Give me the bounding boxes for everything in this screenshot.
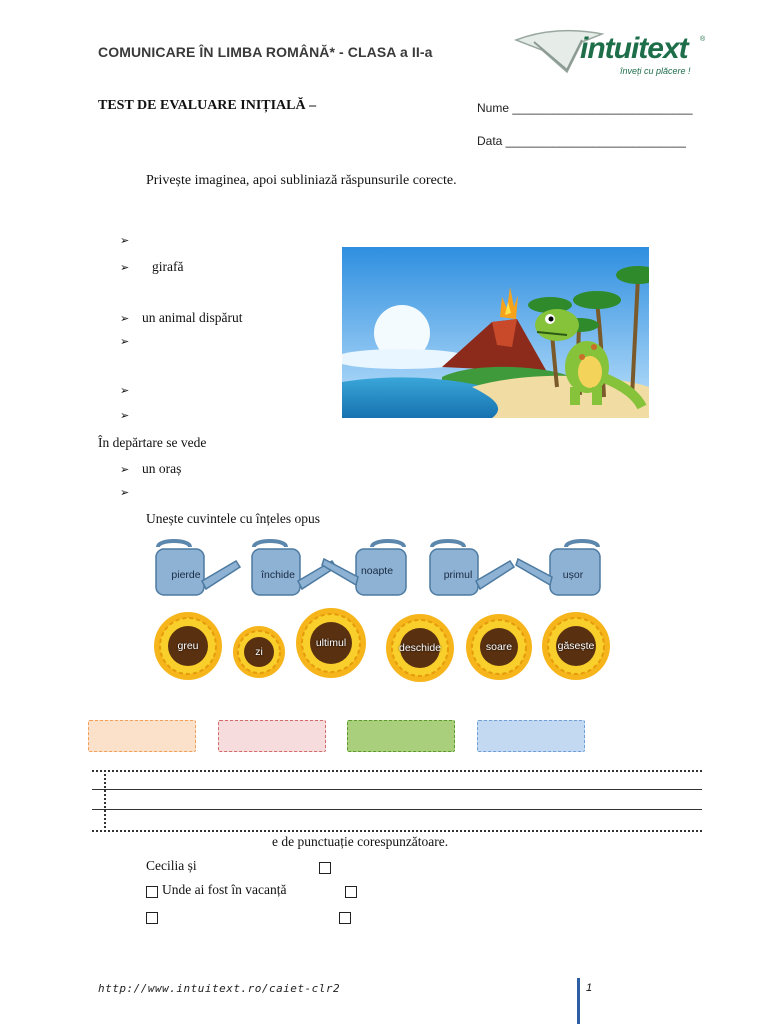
sunflower-card[interactable] <box>464 612 534 682</box>
date-field[interactable]: Data ___________________________ <box>477 134 686 148</box>
sunflower-card[interactable] <box>294 606 368 680</box>
punctuation-checkbox[interactable] <box>339 912 351 924</box>
sentence-text: Cecilia și <box>146 858 197 873</box>
punctuation-checkbox[interactable] <box>319 862 331 874</box>
watering-can-card[interactable] <box>320 537 412 605</box>
logo-registered: ® <box>700 36 706 43</box>
test-title: TEST DE EVALUARE INIȚIALĂ – <box>98 98 317 113</box>
arrow-bullet-icon: ➢ <box>120 385 130 397</box>
sunflower-word: zi <box>255 646 263 658</box>
sunflower-word: soare <box>485 641 513 653</box>
sunflower-word: greu <box>177 640 199 652</box>
logo-tagline: înveți cu plăcere ! <box>620 66 691 76</box>
bullet-item[interactable] <box>120 259 183 275</box>
watering-can-card[interactable] <box>424 537 516 605</box>
can-word: pierde <box>171 569 201 581</box>
can-word: noapte <box>360 565 394 577</box>
writing-lines[interactable] <box>92 768 702 834</box>
arrow-bullet-icon: ➢ <box>120 463 130 476</box>
arrow-bullet-icon: ➢ <box>120 312 130 325</box>
name-field[interactable]: Nume ___________________________ <box>477 101 693 115</box>
sunflower-word: găsește <box>557 640 595 652</box>
bullet-item[interactable] <box>120 409 142 422</box>
watering-can-card[interactable] <box>514 537 606 605</box>
sunflower-card[interactable] <box>384 612 456 684</box>
can-word: închide <box>261 569 295 581</box>
sunflower-card[interactable] <box>540 610 612 682</box>
exercise1-instruction: Privește imaginea, apoi subliniază răspunsurile corecte. <box>146 173 457 188</box>
sunflower-card[interactable] <box>231 624 287 680</box>
orange-label-box[interactable] <box>88 720 196 752</box>
sunflower-card[interactable] <box>152 610 224 682</box>
bullet-item[interactable] <box>120 335 142 348</box>
sentence-text: Unde ai fost în vacanță <box>162 882 287 897</box>
subject-title: COMUNICARE ÎN LIMBA ROMÂNĂ* - CLASA a II-a <box>98 44 433 60</box>
intuitext-logo <box>512 22 712 84</box>
footer-url[interactable]: http://www.intuitext.ro/caiet-clr2 <box>98 982 341 995</box>
green-label-box[interactable] <box>347 720 455 752</box>
arrow-bullet-icon: ➢ <box>120 487 130 499</box>
footer-divider <box>577 978 580 1024</box>
bullet-item[interactable] <box>120 486 142 499</box>
bullet-item[interactable] <box>120 384 142 397</box>
punctuation-checkbox[interactable] <box>345 886 357 898</box>
sunflower-word: deschide <box>398 642 442 654</box>
volcano-dinosaur-illustration <box>342 247 649 418</box>
watering-can-card[interactable] <box>150 537 242 605</box>
punctuation-checkbox[interactable] <box>146 912 158 924</box>
bullet-text: girafă <box>152 259 184 274</box>
arrow-bullet-icon: ➢ <box>120 235 130 247</box>
sentence-line <box>146 858 197 874</box>
sunflower-word: ultimul <box>315 637 347 649</box>
bullet-item[interactable] <box>120 310 242 326</box>
logo-wordmark: intuitext <box>580 32 688 65</box>
exercise2-instruction: Unește cuvintele cu înțeles opus <box>146 511 320 526</box>
can-word: ușor <box>562 569 584 581</box>
bullet-text: un animal dispărut <box>142 310 243 325</box>
punctuation-checkbox[interactable] <box>146 886 158 898</box>
bullet-item[interactable] <box>120 461 181 477</box>
blue-label-box[interactable] <box>477 720 585 752</box>
pink-label-box[interactable] <box>218 720 326 752</box>
arrow-bullet-icon: ➢ <box>120 410 130 422</box>
page-number: 1 <box>586 982 593 994</box>
arrow-bullet-icon: ➢ <box>120 261 130 274</box>
arrow-bullet-icon: ➢ <box>120 336 130 348</box>
distance-text: În depărtare se vede <box>98 435 207 450</box>
exercise3-instruction: e de punctuație corespunzătoare. <box>272 834 449 849</box>
bullet-text: un oraș <box>142 461 182 476</box>
bullet-item[interactable] <box>120 234 142 247</box>
can-word: primul <box>443 569 473 581</box>
